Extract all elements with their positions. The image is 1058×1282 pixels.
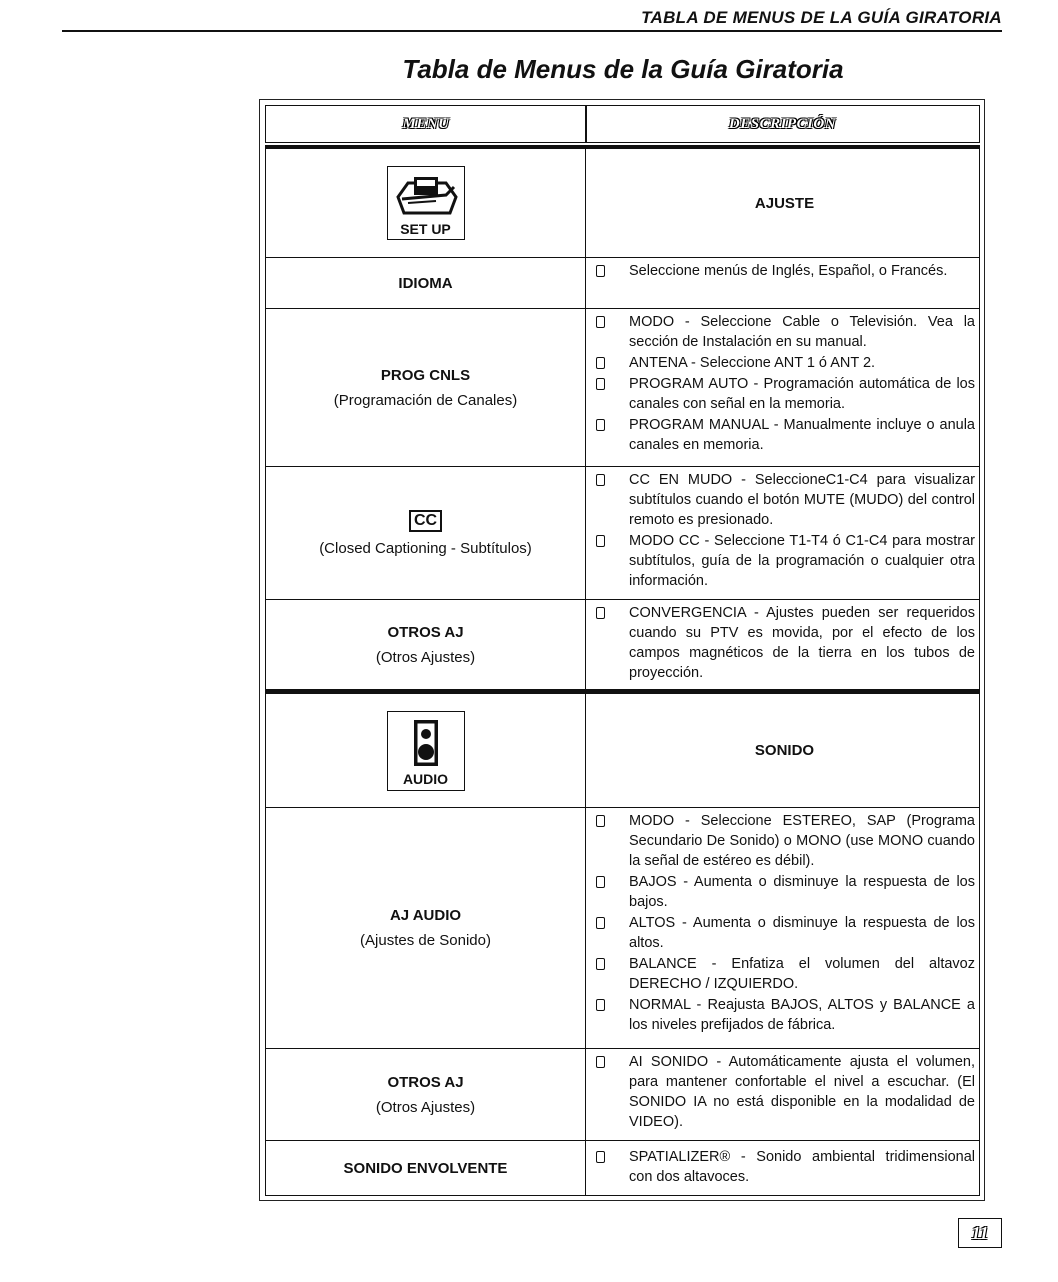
- audio-section-row: [265, 690, 980, 808]
- setup-icon: [387, 166, 465, 240]
- setup-icon-label: SET UP: [400, 221, 451, 237]
- column-header-menu: [265, 105, 587, 143]
- list-item: CONVERGENCIA - Ajustes pueden ser requeridos cuando su PTV es movida, por el efecto de los campos magnéticos de la tierra en los tubos de proyección.: [594, 603, 975, 683]
- menu-subtitle: (Otros Ajustes): [375, 648, 476, 666]
- checkbox-bullet-icon: [596, 316, 605, 328]
- description-cell: [586, 467, 979, 599]
- list-item: NORMAL - Reajusta BAJOS, ALTOS y BALANCE a los niveles prefijados de fábrica.: [594, 995, 975, 1035]
- audio-title-cell: [586, 694, 979, 807]
- column-header-description-label: DESCRIPCIÓN: [728, 115, 837, 132]
- audio-icon-cell: [266, 694, 586, 807]
- menu-subtitle: (Programación de Canales): [333, 391, 518, 409]
- menu-name: SONIDO ENVOLVENTE: [343, 1159, 508, 1177]
- description-cell: [586, 1141, 979, 1195]
- setup-section-row: [265, 145, 980, 258]
- description-cell: [586, 808, 979, 1048]
- menu-name: PROG CNLS: [380, 366, 471, 384]
- menu-subtitle: (Otros Ajustes): [375, 1098, 476, 1116]
- setup-title-cell: [586, 149, 979, 257]
- setup-section-title: AJUSTE: [754, 194, 815, 212]
- checkbox-bullet-icon: [596, 474, 605, 486]
- menu-cell: [266, 1049, 586, 1140]
- checkbox-bullet-icon: [596, 265, 605, 277]
- checkbox-bullet-icon: [596, 607, 605, 619]
- description-cell: [586, 258, 979, 308]
- page-number: [958, 1218, 1002, 1248]
- list-item: BAJOS - Aumenta o disminuye la respuesta de los bajos.: [594, 872, 975, 912]
- table-row: [265, 467, 980, 600]
- page-title: Tabla de Menus de la Guía Giratoria: [402, 54, 844, 84]
- list-item: AI SONIDO - Automáticamente ajusta el volumen, para mantener confortable el nivel a escuchar. (El SONIDO IA no está disponible en la modalidad de VIDEO).: [594, 1052, 975, 1132]
- audio-icon-label: AUDIO: [402, 770, 449, 787]
- running-header-title: TABLA DE MENUS DE LA GUÍA GIRATORIA: [641, 8, 1002, 27]
- list-item: CC EN MUDO - SeleccioneC1-C4 para visualizar subtítulos cuando el botón MUTE (MUDO) del control remoto es presionado.: [594, 470, 975, 530]
- list-item: PROGRAM MANUAL - Manualmente incluye o anula canales en memoria.: [594, 415, 975, 455]
- checkbox-bullet-icon: [596, 357, 605, 369]
- checkbox-bullet-icon: [596, 1056, 605, 1068]
- list-item: Seleccione menús de Inglés, Español, o Francés.: [594, 261, 975, 281]
- cc-icon: CC: [409, 510, 442, 532]
- checkbox-bullet-icon: [596, 876, 605, 888]
- menu-name: OTROS AJ: [387, 1073, 464, 1091]
- list-item: PROGRAM AUTO - Programación automática de los canales con señal en la memoria.: [594, 374, 975, 414]
- audio-section-title: SONIDO: [754, 742, 815, 759]
- description-cell: [586, 1049, 979, 1140]
- page-number-label: 11: [971, 1222, 989, 1243]
- menu-cell: [266, 467, 586, 599]
- table-row: [265, 1141, 980, 1196]
- audio-icon: [387, 711, 465, 791]
- list-item: ANTENA - Seleccione ANT 1 ó ANT 2.: [594, 353, 975, 373]
- description-cell: [586, 600, 979, 689]
- list-item: SPATIALIZER® - Sonido ambiental tridimensional con dos altavoces.: [594, 1147, 975, 1187]
- running-header: [62, 6, 1002, 32]
- list-item: BALANCE - Enfatiza el volumen del altavoz DERECHO / IZQUIERDO.: [594, 954, 975, 994]
- menu-cell: [266, 600, 586, 689]
- menu-name: IDIOMA: [398, 274, 453, 292]
- menu-subtitle: (Ajustes de Sonido): [360, 932, 491, 949]
- list-item: MODO - Seleccione ESTEREO, SAP (Programa Secundario De Sonido) o MONO (use MONO cuando la señal de estéreo es débil).: [594, 811, 975, 871]
- menu-cell: [266, 808, 586, 1048]
- table-row: [265, 1049, 980, 1141]
- description-cell: [586, 309, 979, 466]
- checkbox-bullet-icon: [596, 419, 605, 431]
- list-item: ALTOS - Aumenta o disminuye la respuesta de los altos.: [594, 913, 975, 953]
- checkbox-bullet-icon: [596, 958, 605, 970]
- column-header-description: [585, 105, 980, 143]
- setup-icon-cell: [266, 149, 586, 257]
- table-row: [265, 309, 980, 467]
- checkbox-bullet-icon: [596, 917, 605, 929]
- checkbox-bullet-icon: [596, 815, 605, 827]
- checkbox-bullet-icon: [596, 1151, 605, 1163]
- table-row: [265, 600, 980, 690]
- checkbox-bullet-icon: [596, 378, 605, 390]
- menu-name: OTROS AJ: [387, 623, 464, 641]
- list-item: MODO CC - Seleccione T1-T4 ó C1-C4 para mostrar subtítulos, guía de la programación o cualquier otra información.: [594, 531, 975, 591]
- table-row: [265, 808, 980, 1049]
- menu-cell: [266, 309, 586, 466]
- checkbox-bullet-icon: [596, 999, 605, 1011]
- menu-subtitle: (Closed Captioning - Subtítulos): [319, 539, 532, 557]
- checkbox-bullet-icon: [596, 535, 605, 547]
- menu-name: AJ AUDIO: [389, 907, 462, 924]
- table-row: [265, 258, 980, 309]
- menu-cell: [266, 258, 586, 308]
- list-item: MODO - Seleccione Cable o Televisión. Vea la sección de Instalación en su manual.: [594, 312, 975, 352]
- menu-cell: [266, 1141, 586, 1195]
- column-header-menu-label: MENU: [402, 115, 450, 132]
